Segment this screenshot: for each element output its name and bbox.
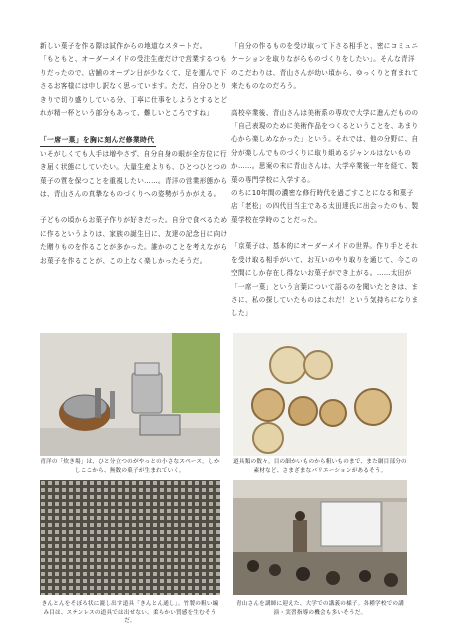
paragraph: 「もともと、オーダーメイドの受注生産だけで営業するつもりだったので、店舗のオープン日が少なくて、足を運んで下さるお客様には申し訳なく思っています。ただ、自分ひとりきりで切り盛りしている分、丁寧に仕事をしようとするとどれが精一杯という部分もあって、難しいところですね」 <box>40 55 228 118</box>
paragraph: 「京菓子は、基本的にオーダーメイドの世界。作り手とそれを受け取る相手がいて、お互いのやり取りを通じて、今この空間にしか存在し得ないお菓子ができ上がる。……太田が「一席一菓」という言葉について語るのを聞いたときは、まさに、私の探していたものはこれだ！という気持ちになりました」 <box>231 242 419 318</box>
mesh-photo <box>40 480 220 595</box>
paragraph: 高校卒業後、青山さんは美術系の専攻で大学に進んだものの「自己表現のために美術作品をつくるということを、あまり心から楽しめなかった」という。それでは、他の分野に、自分が楽しんでものづくりに取り組めるジャンルはないものか……。思案の末に青山さんは、大学卒業後一年を経て、製菓の専門学校に入学する。 <box>231 108 419 184</box>
photo-caption: きんとんをそぼろ状に漉し出す道具「きんとん通し」。竹製の粗い編み目は、ステンレスの道具では出せない、柔らかい質感を生むそうだ。 <box>41 601 219 625</box>
photo-caption: 青洋の「炊き場」は、ひと分立つのがやっとの小さなスペース。しかしここから、無数の菓子が生まれていく。 <box>40 459 220 474</box>
paragraph: 新しい菓子を作る際は試作からの地道なスタートだ。 <box>40 42 207 50</box>
photo-caption: 道具類の数々。目の細かいものから粗いものまで、また網目部分の素材など、さまざまなバリエーションがあるそう。 <box>233 459 407 474</box>
sieves-photo <box>233 333 407 456</box>
section-heading: 「一席一菓」を胸に刻んだ修業時代 <box>40 135 156 147</box>
paragraph: 子どもの頃からお菓子作りが好きだった。自分で食べるために作るというよりは、家族の誕生日に、友達の記念日に向けた贈りものを作ることが多かった。誰かのことを考えながらお菓子を作ることが、この上なく楽しかったそうだ。 <box>40 216 228 265</box>
paragraph: のちに10年間の濃密な修行時代を過ごすことになる和菓子店「老松」の四代目当主である太田達氏に出会ったのも、製菓学校在学時のことだった。 <box>231 189 419 224</box>
left-column <box>40 40 228 268</box>
photo-caption: 青山さんを講師に迎えた、大学での講義の様子。各種学校での講演・実習指導の機会も多いそうだ。 <box>235 601 405 616</box>
paragraph: 「自分の作るものを受け取って下さる相手と、密にコミュニケーションを取りながらものづくりをしたい」。そんな青洋のこだわりは、青山さんが幼い頃から、ゆっくりと育まれて来たものなのだろう。 <box>231 42 419 91</box>
kitchen-photo <box>40 333 220 456</box>
right-column <box>231 40 419 321</box>
lecture-photo <box>233 480 407 595</box>
paragraph: いそがしくても人手は増やさず、自分自身の眼が全方位に行き届く状態にしていたい。大量生産よりも、ひとつひとつの菓子の質を保つことを重視したい……。青洋の営業形態からは、青山さんの真摯なものづくりへの姿勢がうかがえる。 <box>40 149 228 199</box>
